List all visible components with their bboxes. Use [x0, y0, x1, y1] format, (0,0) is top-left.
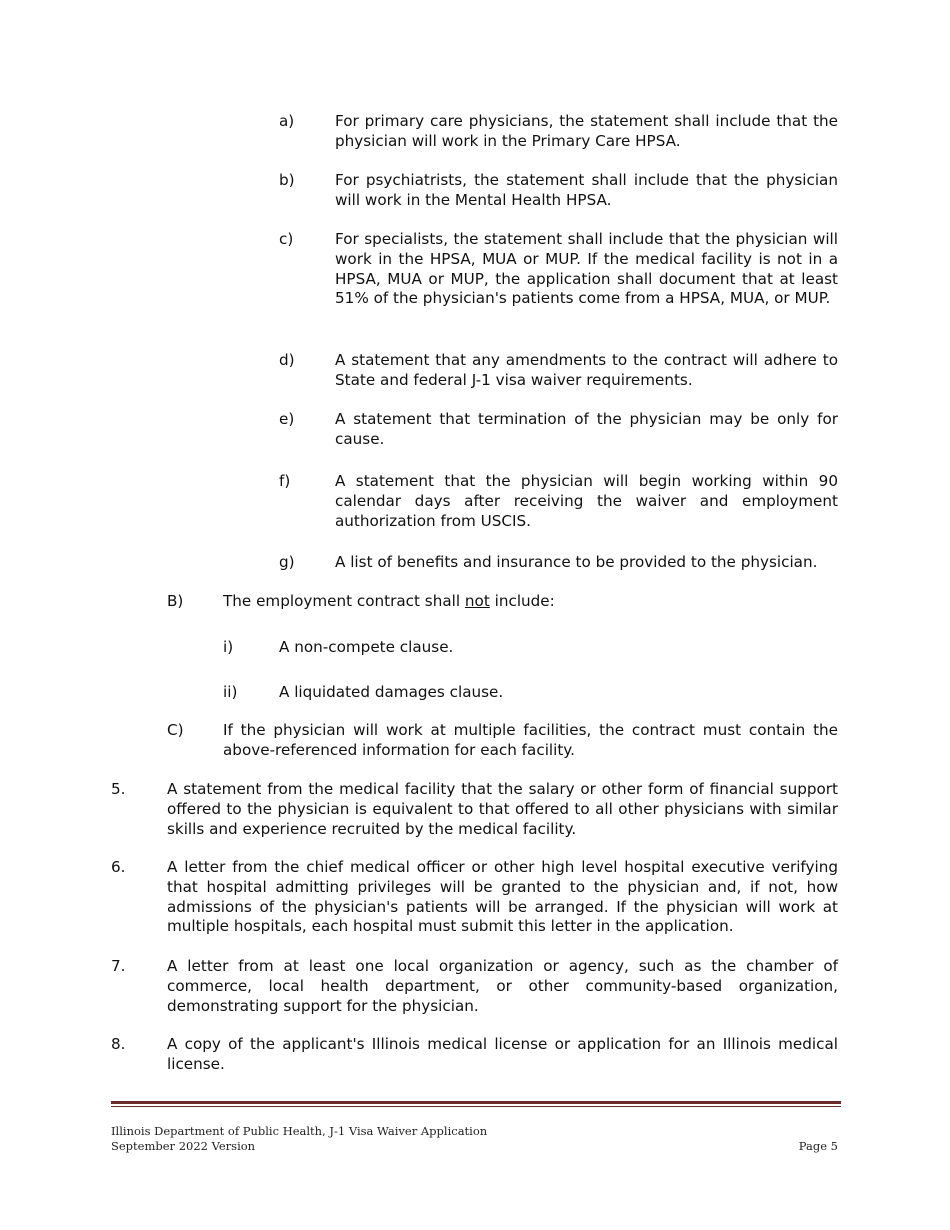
section-text-before: The employment contract shall — [223, 592, 465, 610]
footer-title: Illinois Department of Public Health, J-1 Visa Waiver Application — [111, 1124, 488, 1138]
item-label: c) — [279, 230, 294, 248]
item-label: g) — [279, 553, 295, 571]
item-text: A statement that any amendments to the contract will adhere to State and federal J-1 visa waiver requirements. — [335, 351, 838, 389]
footer-version: September 2022 Version — [111, 1139, 256, 1153]
section-label: B) — [167, 592, 184, 610]
subitem-text: A non-compete clause. — [279, 638, 454, 656]
item-label: b) — [279, 171, 295, 189]
item-number: 6. — [111, 858, 126, 876]
item-text: A statement that termination of the physician may be only for cause. — [335, 410, 838, 448]
item-label: a) — [279, 112, 295, 130]
subitem-label: i) — [223, 638, 234, 656]
item-text: For specialists, the statement shall include that the physician will work in the HPSA, MUA or MUP. If the medical facility is not in a HPSA, MUA or MUP, the application shall document that at least 51% of the physician's patients come from a HPSA, MUA, or MUP. — [335, 230, 838, 308]
emphasis-not: not — [464, 592, 490, 610]
item-text: For psychiatrists, the statement shall include that the physician will work in the Mental Health HPSA. — [335, 171, 838, 209]
item-text: A letter from at least one local organization or agency, such as the chamber of commerce, local health department, or other community-based organization, demonstrating support for the physician. — [167, 957, 838, 1015]
item-text: A letter from the chief medical officer or other high level hospital executive verifying that hospital admitting privileges will be granted to the physician and, if not, how admissions of the physician's patients will be arranged. If the physician will work at multiple hospitals, each hospital must submit this letter in the application. — [167, 858, 838, 936]
item-text: A list of benefits and insurance to be provided to the physician. — [335, 553, 818, 571]
item-text: A copy of the applicant's Illinois medical license or application for an Illinois medical license. — [167, 1035, 838, 1073]
item-text: A statement that the physician will begin working within 90 calendar days after receiving the waiver and employment authorization from USCIS. — [335, 472, 838, 530]
item-text: A statement from the medical facility that the salary or other form of financial support offered to the physician is equivalent to that offered to all other physicians with similar skills and experience recruited by the medical facility. — [167, 780, 838, 838]
item-number: 8. — [111, 1035, 126, 1053]
page-number: Page 5 — [798, 1139, 838, 1153]
section-label: C) — [167, 721, 184, 739]
item-text: For primary care physicians, the statement shall include that the physician will work in the Primary Care HPSA. — [335, 112, 838, 150]
item-number: 7. — [111, 957, 126, 975]
footer-rule-thin — [111, 1106, 841, 1107]
section-text-after: include: — [489, 592, 555, 610]
section-text: If the physician will work at multiple facilities, the contract must contain the above-referenced information for each facility. — [223, 721, 838, 759]
item-number: 5. — [111, 780, 126, 798]
item-label: d) — [279, 351, 295, 369]
footer-rule — [111, 1101, 841, 1104]
item-label: e) — [279, 410, 295, 428]
subitem-text: A liquidated damages clause. — [279, 683, 504, 701]
item-label: f) — [279, 472, 291, 490]
section-text — [223, 592, 838, 612]
subitem-label: ii) — [223, 683, 238, 701]
